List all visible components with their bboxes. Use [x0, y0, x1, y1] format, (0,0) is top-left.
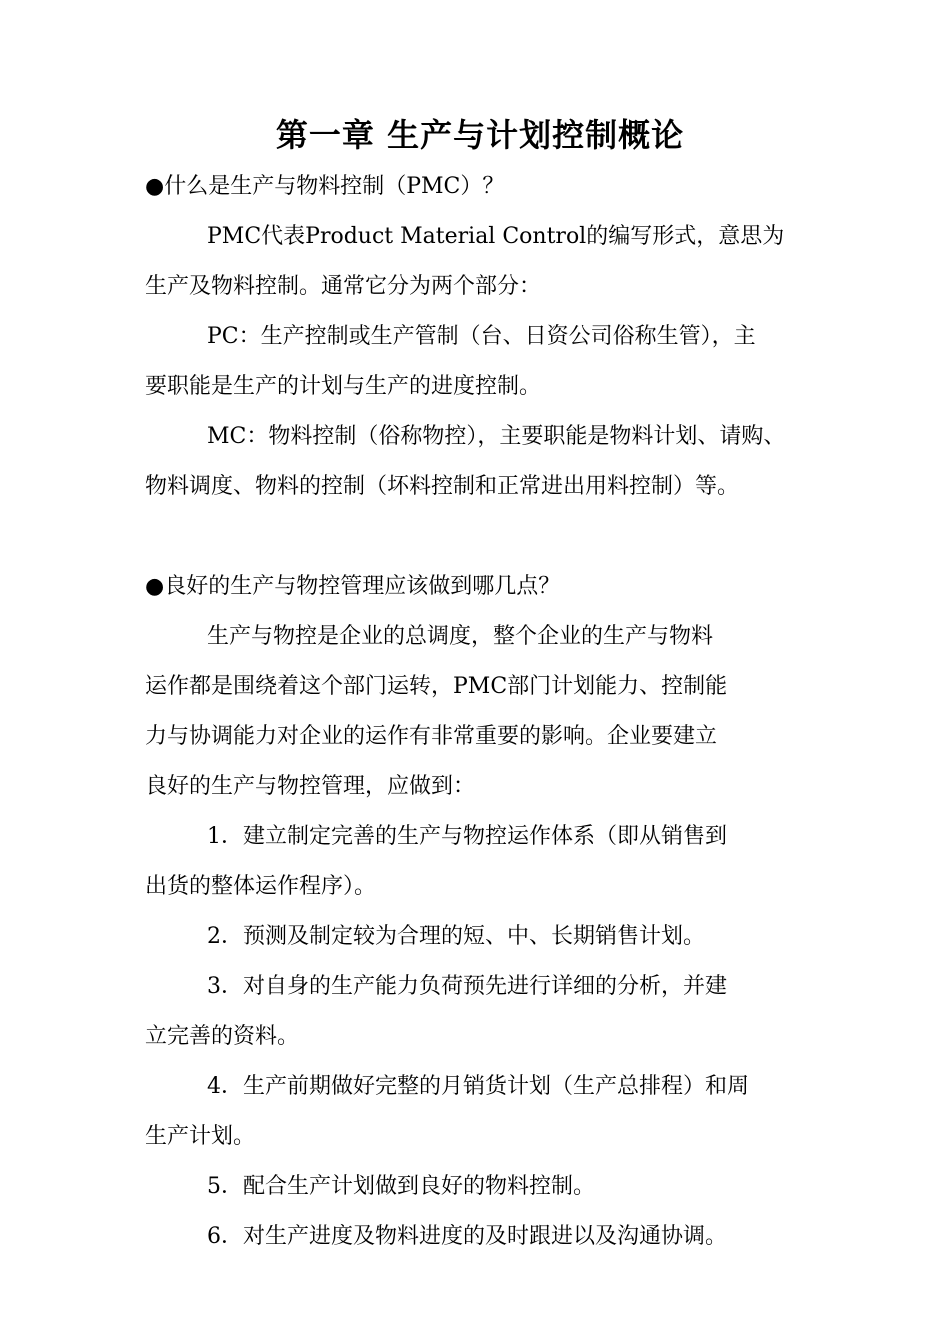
paragraph-line: 生产与物控是企业的总调度，整个企业的生产与物料 — [207, 624, 714, 649]
paragraph-line: 力与协调能力对企业的运作有非常重要的影响。企业要建立 — [145, 724, 718, 749]
list-item: 5．配合生产计划做到良好的物料控制。 — [207, 1174, 595, 1199]
paragraph-line: PMC代表Product Material Control的编写形式，意思为 — [207, 224, 785, 249]
chapter-title: 第一章 生产与计划控制概论 — [275, 116, 685, 154]
blank-line — [145, 512, 815, 562]
paragraph-line: MC：物料控制（俗称物控），主要职能是物料计划、请购、 — [207, 424, 786, 449]
section2-heading: ●良好的生产与物控管理应该做到哪几点？ — [145, 574, 561, 599]
paragraph-line: 生产及物料控制。通常它分为两个部分： — [145, 274, 542, 299]
paragraph-line: 物料调度、物料的控制（坏料控制和正常进出用料控制）等。 — [145, 474, 740, 499]
list-item-continuation: 生产计划。 — [145, 1124, 256, 1149]
list-item-continuation: 立完善的资料。 — [145, 1024, 300, 1049]
paragraph-line: 要职能是生产的计划与生产的进度控制。 — [145, 374, 542, 399]
paragraph-line: PC：生产控制或生产管制（台、日资公司俗称生管），主 — [207, 324, 756, 349]
section1-heading: ●什么是生产与物料控制（PMC）？ — [145, 174, 505, 199]
list-item: 6．对生产进度及物料进度的及时跟进以及沟通协调。 — [207, 1224, 727, 1249]
paragraph-line: 运作都是围绕着这个部门运转，PMC部门计划能力、控制能 — [145, 674, 728, 699]
list-item: 2．预测及制定较为合理的短、中、长期销售计划。 — [207, 924, 705, 949]
list-item: 1．建立制定完善的生产与物控运作体系（即从销售到 — [207, 824, 727, 849]
paragraph-line: 良好的生产与物控管理，应做到： — [145, 774, 476, 799]
document-page — [145, 108, 815, 1262]
list-item: 3．对自身的生产能力负荷预先进行详细的分析，并建 — [207, 974, 727, 999]
list-item: 4．生产前期做好完整的月销货计划（生产总排程）和周 — [207, 1074, 749, 1099]
list-item-continuation: 出货的整体运作程序）。 — [145, 874, 377, 899]
